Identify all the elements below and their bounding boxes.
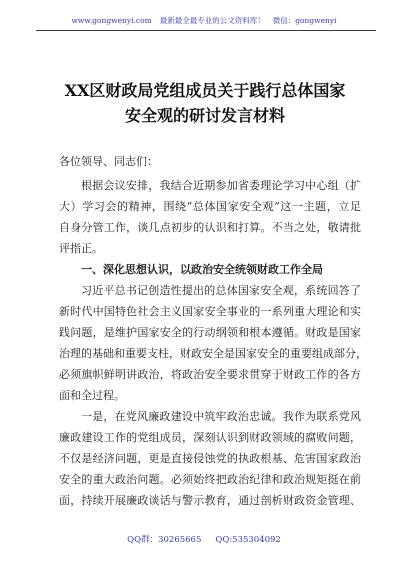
paragraph-line: 践问题，是维护国家安全的行动纲领和根本遵循。财政是国家 (59, 326, 361, 339)
page-footer (0, 534, 408, 546)
title-line-2: 安全观的研讨发言材料 (124, 106, 285, 125)
paragraph-intro (59, 175, 361, 259)
header-divider (36, 30, 376, 31)
paragraph-line: 新时代中国特色社会主义国家安全事业的一系列重大理论和实 (59, 305, 361, 318)
paragraph-line: 习近平总书记创造性提出的总体国家安全观，系统回答了 (81, 284, 361, 297)
header-site-url[interactable]: www.gongwenyi.com (71, 16, 152, 25)
paragraph-line: 不仅是经济问题，更是直接侵蚀党的执政根基、危害国家政治 (59, 452, 361, 465)
salutation: 各位领导、同志们： (59, 155, 158, 168)
paragraph-line: 根据会议安排，我结合近期参加省委理论学习中心组（扩 (81, 179, 361, 192)
paragraph-line: 廉政建设工作的党组成员，深刻认识到财政领域的腐败问题， (59, 431, 361, 444)
section-heading-1: 一、深化思想认识，以政治安全统领财政工作全局 (81, 263, 323, 276)
paragraph-line: 安全的重大政治问题。必须始终把政治纪律和政治规矩挺在前 (59, 473, 361, 486)
paragraph-line: 治理的基础和重要支柱，财政安全是国家安全的重要组成部分， (59, 347, 367, 360)
paragraph-line: 评指正。 (59, 242, 103, 255)
document-title (30, 78, 380, 128)
paragraph-line: 一是，在党风廉政建设中筑牢政治忠诚。我作为联系党风 (81, 410, 361, 423)
header-slogan: 最新最全最专业的公文资料库！ (159, 16, 265, 25)
footer-qq-group: QQ群：30265665 (127, 535, 202, 545)
paragraph-line: 必须旗帜鲜明讲政治，将政治安全要求贯穿于财政工作的各方 (59, 368, 361, 381)
paragraph-section-1 (59, 280, 367, 406)
paragraph-line: 面和全过程。 (59, 389, 125, 402)
paragraph-point-1 (59, 406, 361, 511)
footer-qq: QQ:535304092 (215, 535, 281, 545)
paragraph-line: 自身分管工作，谈几点初步的认识和打算。不当之处，敬请批 (59, 221, 361, 234)
document-body (59, 151, 367, 511)
paragraph-line: 面，持续开展廉政谈话与警示教育，通过剖析财政资金管理、 (59, 494, 361, 507)
header-wechat: 微信：gongwenyi (272, 16, 337, 25)
page-header (0, 16, 408, 26)
title-line-1: XX区财政局党组成员关于践行总体国家 (64, 81, 346, 100)
paragraph-line: 大）学习会的精神，围绕“总体国家安全观”这一主题，立足 (59, 200, 361, 213)
